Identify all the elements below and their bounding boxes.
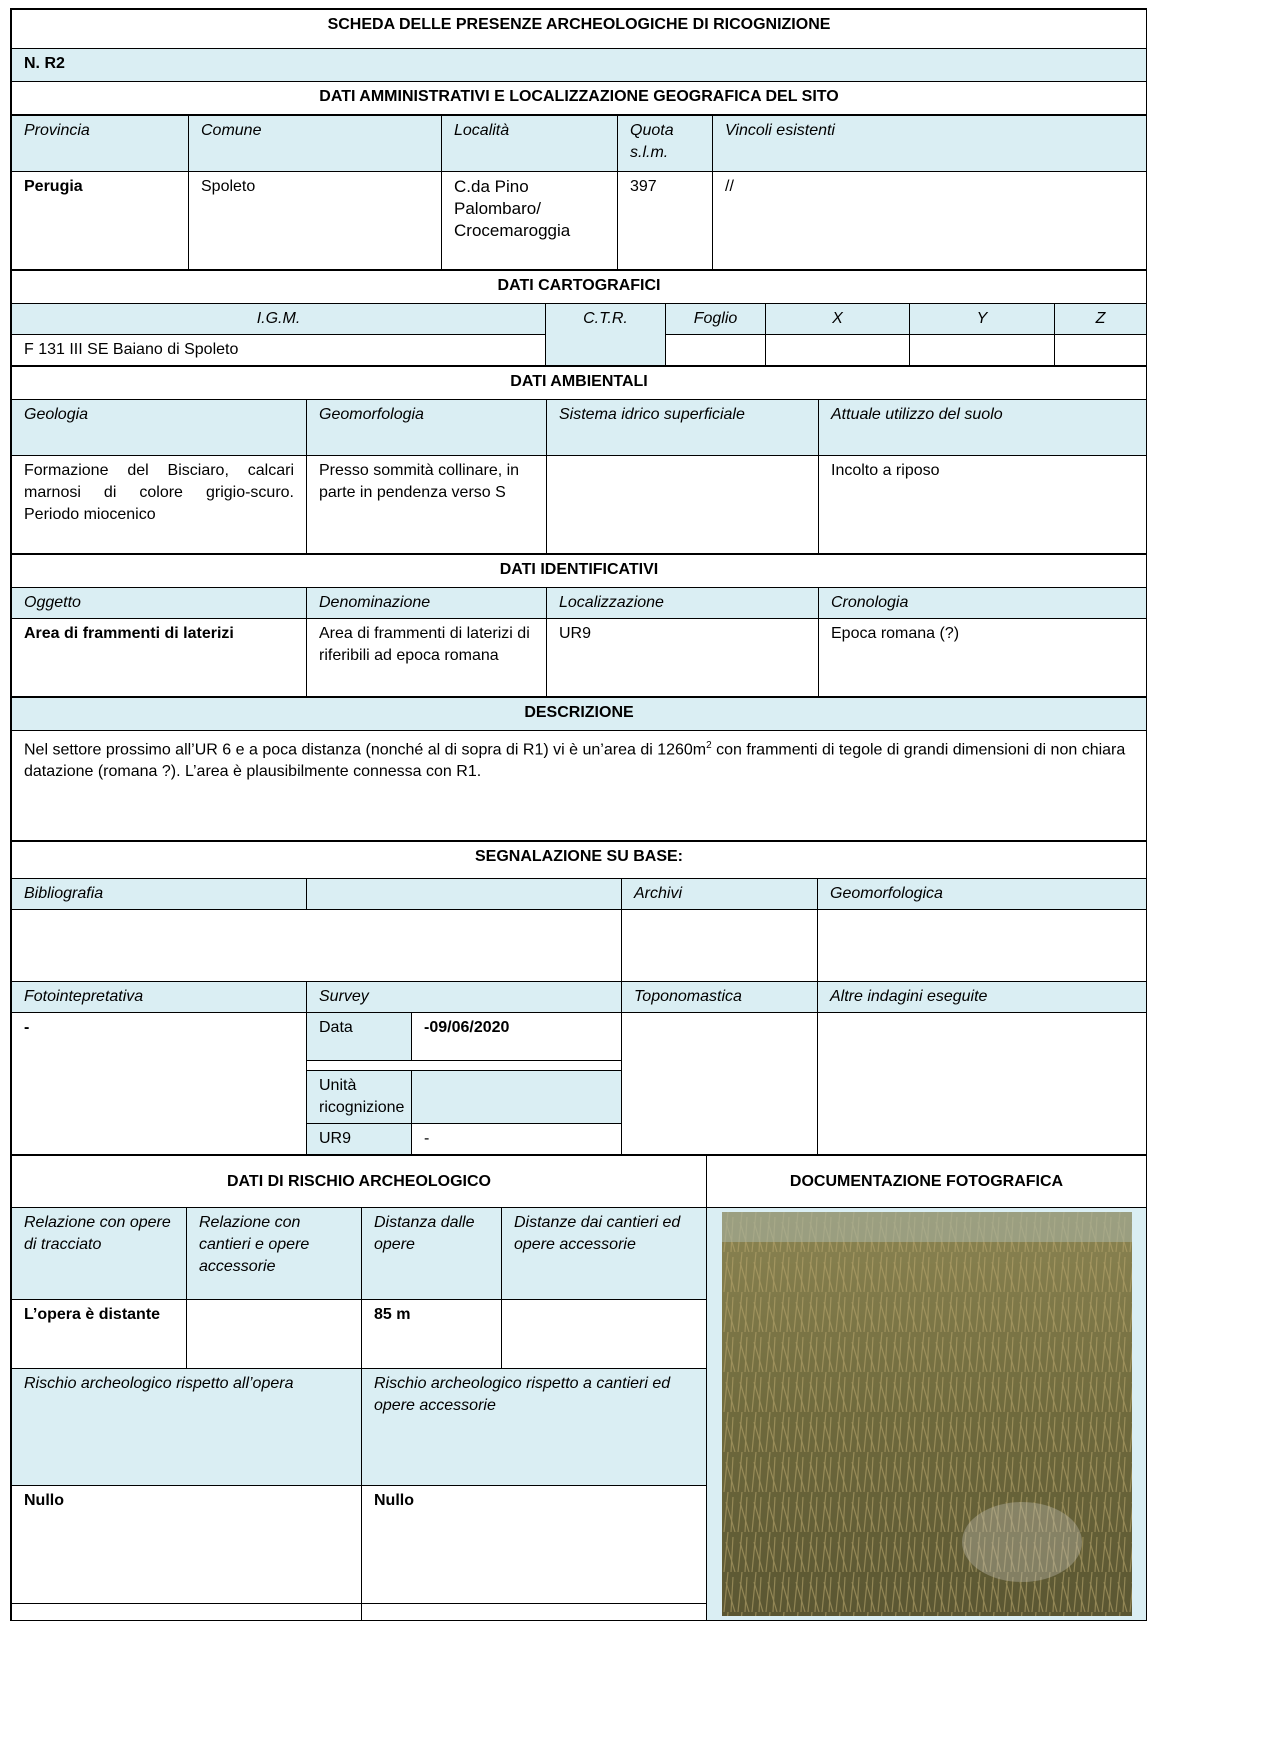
value-geomorfologia: Presso sommità collinare, in parte in pendenza verso S	[307, 456, 547, 554]
label-rel-cantieri: Relazione con cantieri e opere accessorie	[187, 1208, 362, 1300]
label-denominazione: Denominazione	[307, 588, 547, 619]
value-distanza: 85 m	[362, 1299, 502, 1368]
value-igm: F 131 III SE Baiano di Spoleto	[12, 335, 546, 366]
label-data: Data	[307, 1013, 412, 1061]
survey-sheet	[10, 8, 1147, 1621]
title-table	[11, 9, 1147, 115]
label-fotointepretativa: Fotointepretativa	[12, 982, 307, 1013]
label-distanza: Distanza dalle opere	[362, 1208, 502, 1300]
label-vincoli: Vincoli esistenti	[713, 116, 1147, 172]
label-foglio: Foglio	[666, 304, 766, 335]
label-geomorfologica: Geomorfologica	[818, 879, 1147, 910]
label-igm: I.G.M.	[12, 304, 546, 335]
value-vincoli: //	[713, 172, 1147, 270]
value-oggetto: Area di frammenti di laterizi	[12, 619, 307, 697]
label-z: Z	[1055, 304, 1147, 335]
ident-table	[11, 554, 1147, 697]
value-comune: Spoleto	[189, 172, 442, 270]
carto-heading: DATI CARTOGRAFICI	[12, 271, 1147, 304]
value-ur: -	[412, 1124, 622, 1155]
label-provincia: Provincia	[12, 116, 189, 172]
field-photo	[722, 1212, 1132, 1616]
rischio-table	[11, 1155, 1147, 1621]
label-geomorfologia: Geomorfologia	[307, 400, 547, 456]
sheet-number: N. R2	[12, 49, 1147, 82]
value-rischio-opera: Nullo	[12, 1486, 362, 1604]
segn-table	[11, 841, 1147, 1155]
label-comune: Comune	[189, 116, 442, 172]
value-idrico	[547, 456, 819, 554]
label-quota: Quota s.l.m.	[618, 116, 713, 172]
label-idrico: Sistema idrico superficiale	[547, 400, 819, 456]
value-rel-tracciato: L’opera è distante	[12, 1299, 187, 1368]
value-foglio	[666, 335, 766, 366]
label-bibliografia: Bibliografia	[12, 879, 307, 910]
label-localita: Località	[442, 116, 618, 172]
value-y	[910, 335, 1055, 366]
value-x	[766, 335, 910, 366]
label-ctr: C.T.R.	[546, 304, 666, 366]
label-rel-tracciato: Relazione con opere di tracciato	[12, 1208, 187, 1300]
label-localizzazione: Localizzazione	[547, 588, 819, 619]
value-fotointepretativa: -	[12, 1013, 307, 1155]
descr-heading: DESCRIZIONE	[12, 698, 1147, 731]
label-oggetto: Oggetto	[12, 588, 307, 619]
label-cronologia: Cronologia	[819, 588, 1147, 619]
label-ur: UR9	[307, 1124, 412, 1155]
admin-heading: DATI AMMINISTRATIVI E LOCALIZZAZIONE GEOGRAFICA DEL SITO	[12, 82, 1147, 115]
label-geologia: Geologia	[12, 400, 307, 456]
descr-text: Nel settore prossimo all’UR 6 e a poca distanza (nonché al di sopra di R1) vi è un’area di $1260m^2$ con frammenti di tegole di grandi dimensioni di non chiara datazione (romana ?). L’area è plausibilmente connessa con R1.	[12, 731, 1147, 841]
label-survey: Survey	[307, 982, 622, 1013]
value-denominazione: Area di frammenti di laterizi di riferibili ad epoca romana	[307, 619, 547, 697]
value-suolo: Incolto a riposo	[819, 456, 1147, 554]
segn-heading: SEGNALAZIONE SU BASE:	[12, 842, 1147, 879]
value-rischio-cantieri: Nullo	[362, 1486, 707, 1604]
value-localita: C.da Pino Palombaro/ Crocemaroggia	[442, 172, 618, 270]
env-table	[11, 366, 1147, 554]
env-heading: DATI AMBIENTALI	[12, 367, 1147, 400]
sheet-title: SCHEDA DELLE PRESENZE ARCHEOLOGICHE DI RICOGNIZIONE	[12, 10, 1147, 49]
value-z	[1055, 335, 1147, 366]
label-rischio-cantieri: Rischio archeologico rispetto a cantieri ed opere accessorie	[362, 1368, 707, 1486]
label-archivi: Archivi	[622, 879, 818, 910]
label-distanze-cantieri: Distanze dai cantieri ed opere accessorie	[502, 1208, 707, 1300]
photo-heading: DOCUMENTAZIONE FOTOGRAFICA	[707, 1156, 1147, 1208]
value-cronologia: Epoca romana (?)	[819, 619, 1147, 697]
label-altre-indagini: Altre indagini eseguite	[818, 982, 1147, 1013]
label-y: Y	[910, 304, 1055, 335]
value-localizzazione: UR9	[547, 619, 819, 697]
value-provincia: Perugia	[12, 172, 189, 270]
label-unita-ricognizione: Unità ricognizione	[307, 1071, 412, 1124]
label-toponomastica: Toponomastica	[622, 982, 818, 1013]
value-quota: 397	[618, 172, 713, 270]
ident-heading: DATI IDENTIFICATIVI	[12, 555, 1147, 588]
value-rel-cantieri	[187, 1299, 362, 1368]
descr-table	[11, 697, 1147, 841]
value-distanze-cantieri	[502, 1299, 707, 1368]
value-geologia: Formazione del Bisciaro, calcari marnosi di colore grigio-scuro. Periodo miocenico	[12, 456, 307, 554]
value-data: -09/06/2020	[412, 1013, 622, 1061]
label-rischio-opera: Rischio archeologico rispetto all’opera	[12, 1368, 362, 1486]
label-suolo: Attuale utilizzo del suolo	[819, 400, 1147, 456]
label-x: X	[766, 304, 910, 335]
photo-cell	[707, 1208, 1147, 1621]
rischio-heading: DATI DI RISCHIO ARCHEOLOGICO	[12, 1156, 707, 1208]
carto-table	[11, 270, 1147, 366]
admin-table	[11, 115, 1147, 270]
